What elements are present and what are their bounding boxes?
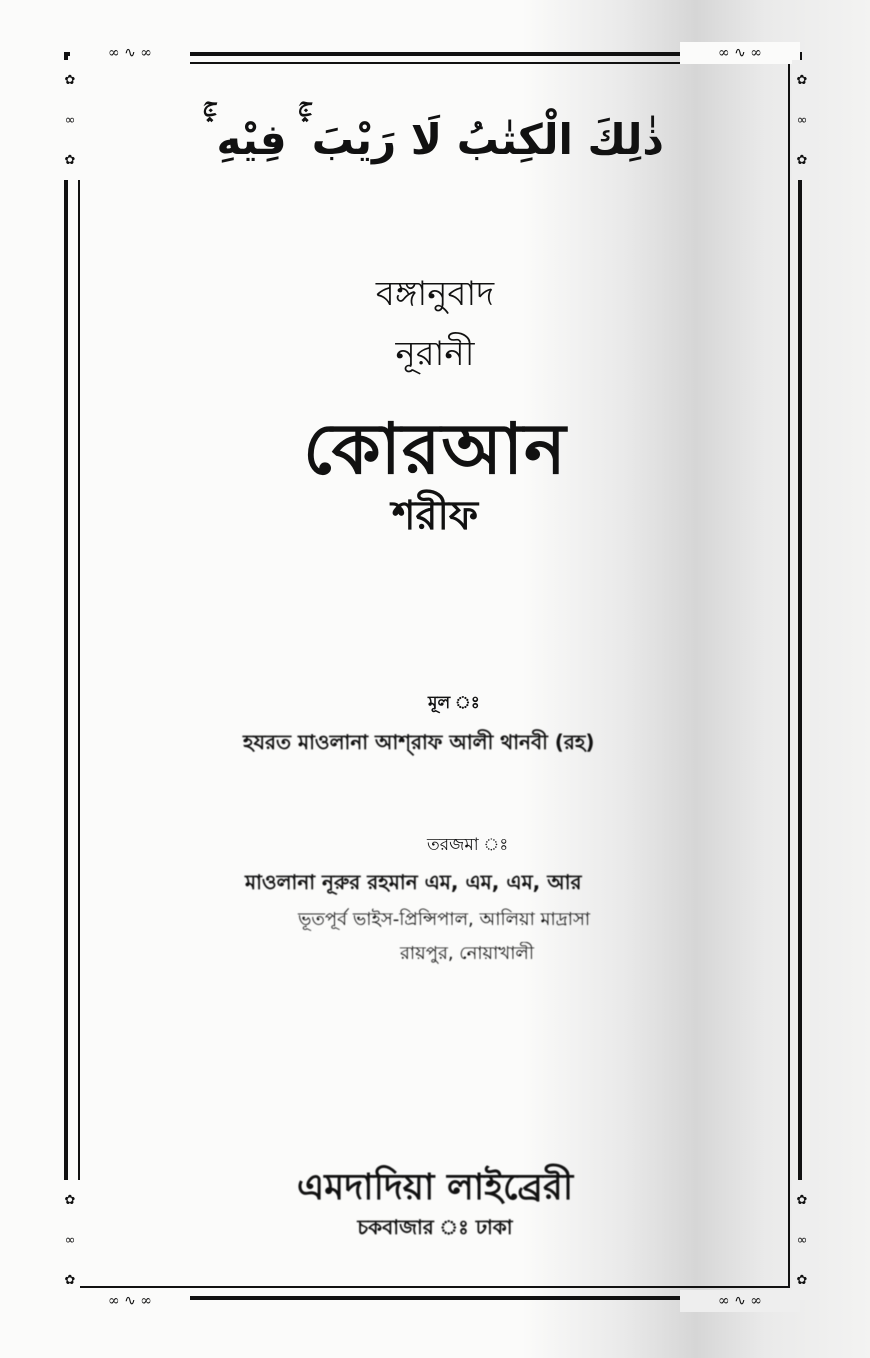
translator-place: রায়পুর, নোয়াখালী: [400, 943, 534, 964]
side-ornament-icon: ✿ ∞ ✿: [60, 60, 80, 180]
publisher-address: চকবাজার ঃ ঢাকা: [357, 1215, 513, 1239]
subtitle-nurani: নূরানী: [395, 334, 475, 374]
corner-ornament-icon: ∞ ∿ ∞: [680, 1290, 800, 1312]
side-ornament-icon: ✿ ∞ ✿: [792, 1180, 812, 1300]
side-ornament-icon: ✿ ∞ ✿: [60, 1180, 80, 1300]
translation-label: তরজমা ঃ: [427, 835, 509, 855]
corner-ornament-icon: ∞ ∿ ∞: [70, 1290, 190, 1312]
original-author: হযরত মাওলানা আশ্‌রাফ আলী থানবী (রহ): [243, 730, 595, 754]
corner-ornament-icon: ∞ ∿ ∞: [680, 42, 800, 64]
page-border-inner: [78, 62, 790, 1288]
original-label: মূল ঃ: [428, 693, 480, 713]
side-ornament-icon: ✿ ∞ ✿: [792, 60, 812, 180]
translator-name: মাওলানা নূরুর রহমান এম, এম, এম, আর: [245, 870, 582, 894]
arabic-verse: ذٰلِكَ الْكِتٰبُ لَا رَيْبَ ۛۚ فِيْهِ ۛۚ: [206, 115, 664, 164]
translator-title: ভূতপূর্ব ভাইস-প্রিন্সিপাল, আলিয়া মাদ্রাসা: [298, 909, 591, 930]
publisher-name: এমদাদিয়া লাইব্রেরী: [296, 1167, 574, 1208]
book-title: কোরআন: [303, 408, 567, 490]
corner-ornament-icon: ∞ ∿ ∞: [70, 42, 190, 64]
book-title-second-line: শরীফ: [391, 493, 479, 539]
subtitle-translation: বঙ্গানুবাদ: [375, 274, 495, 314]
